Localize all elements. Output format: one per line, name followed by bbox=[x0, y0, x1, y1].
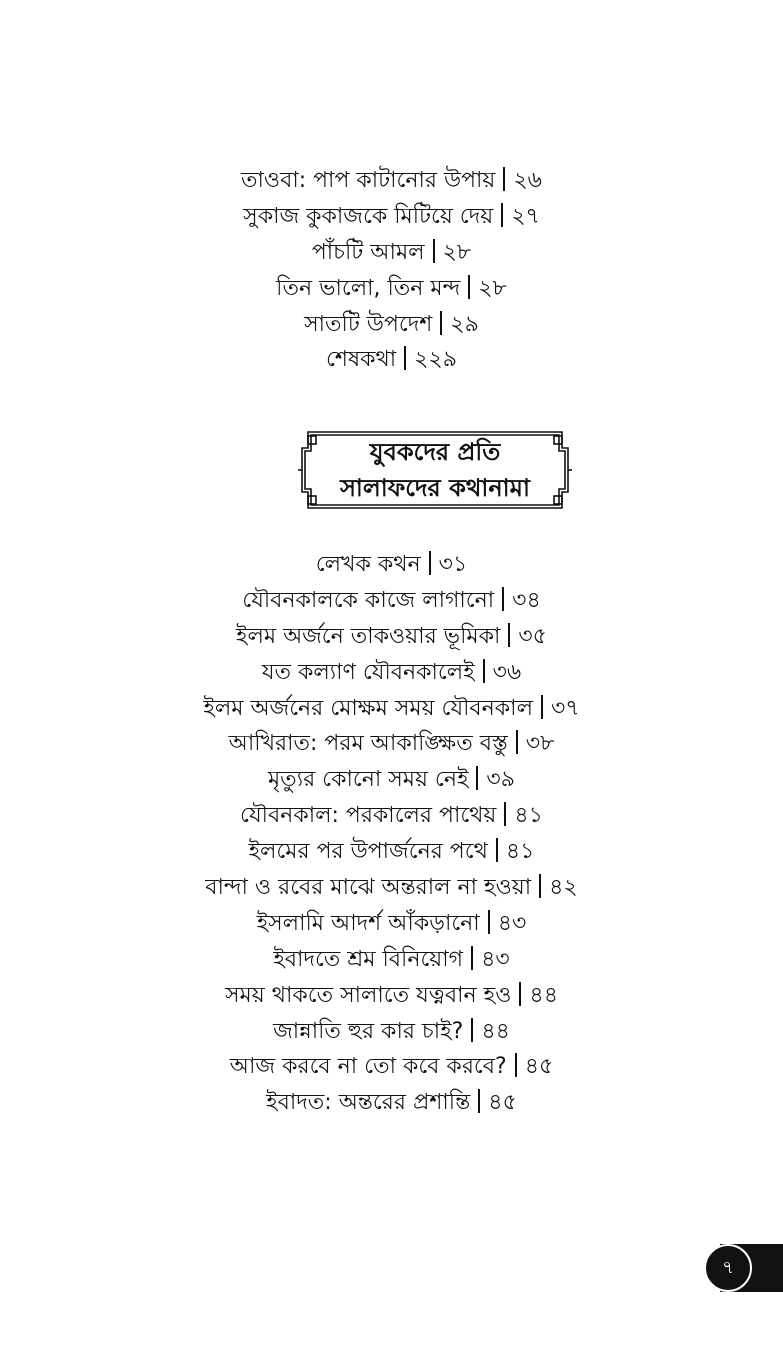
toc-entry bbox=[0, 307, 783, 343]
toc-entry-page: ২৮ bbox=[478, 275, 507, 301]
toc-entry-page: ৪১ bbox=[514, 803, 543, 829]
toc-entry-page: ৪৩ bbox=[497, 910, 527, 936]
toc-entry-page: ৩৯ bbox=[486, 767, 516, 793]
toc-entry-title: যৌবনকাল: পরকালের পাথেয় bbox=[240, 803, 497, 829]
toc-entry-title: সুকাজ কুকাজকে মিটিয়ে দেয় bbox=[243, 203, 494, 229]
toc-entry-page: ৩৬ bbox=[492, 659, 522, 685]
toc-list-bottom bbox=[0, 547, 783, 1121]
toc-entry bbox=[0, 798, 783, 834]
toc-entry bbox=[0, 978, 783, 1014]
toc-entry-title: জান্নাতি হুর কার চাই? bbox=[273, 1018, 464, 1044]
toc-entry-title: আখিরাত: পরম আকাঙ্ক্ষিত বস্তু bbox=[228, 731, 508, 757]
toc-entry-title: ইলম অর্জনে তাকওয়ার ভূমিকা bbox=[236, 623, 501, 649]
toc-entry-title: লেখক কথন bbox=[315, 552, 421, 577]
separator-bar bbox=[501, 203, 503, 227]
toc-entry-page: ২৮ bbox=[442, 239, 472, 265]
toc-entry bbox=[0, 691, 783, 727]
toc-entry bbox=[0, 235, 783, 271]
separator-bar bbox=[508, 623, 510, 647]
toc-entry-page: ৪১ bbox=[505, 839, 535, 865]
toc-entry bbox=[0, 619, 783, 655]
separator-bar bbox=[440, 311, 442, 335]
toc-entry-title: ইলম অর্জনের মোক্ষম সময় যৌবনকাল bbox=[203, 695, 533, 721]
section-heading-frame bbox=[294, 426, 576, 514]
toc-entry bbox=[0, 163, 783, 199]
toc-entry-page: ২৯ bbox=[450, 311, 479, 337]
toc-entry-page: ৪৪ bbox=[529, 982, 558, 1008]
toc-entry bbox=[0, 271, 783, 307]
toc-entry-title: তাওবা: পাপ কাটানোর উপায় bbox=[241, 168, 496, 193]
separator-bar bbox=[539, 874, 541, 898]
separator-bar bbox=[504, 802, 506, 826]
toc-entry bbox=[0, 726, 783, 762]
toc-entry-page: ৩১ bbox=[438, 552, 468, 577]
toc-entry bbox=[0, 1014, 783, 1050]
separator-bar bbox=[496, 838, 498, 862]
separator-bar bbox=[471, 946, 473, 970]
toc-entry-title: সাতটি উপদেশ bbox=[304, 311, 433, 337]
toc-entry bbox=[0, 942, 783, 978]
toc-entry-title: ইলমের পর উপার্জনের পথে bbox=[248, 839, 488, 865]
toc-entry bbox=[0, 1049, 783, 1085]
section-heading bbox=[294, 426, 576, 514]
page-number-badge bbox=[704, 1244, 752, 1292]
toc-entry bbox=[0, 547, 783, 583]
toc-entry bbox=[0, 199, 783, 235]
separator-bar bbox=[516, 730, 518, 754]
separator-bar bbox=[478, 1089, 480, 1113]
toc-entry-page: ৪৫ bbox=[488, 1090, 517, 1116]
toc-entry bbox=[0, 906, 783, 942]
toc-entry-title: যৌবনকালকে কাজে লাগানো bbox=[242, 587, 495, 613]
page-number: ৭ bbox=[722, 1256, 734, 1278]
separator-bar bbox=[515, 1053, 517, 1077]
toc-entry bbox=[0, 655, 783, 691]
separator-bar bbox=[503, 167, 505, 191]
toc-entry-page: ৩৪ bbox=[512, 587, 541, 613]
toc-entry-page: ৩৫ bbox=[518, 623, 547, 649]
toc-entry-title: আজ করবে না তো কবে করবে? bbox=[229, 1054, 507, 1080]
separator-bar bbox=[471, 1018, 473, 1042]
separator-bar bbox=[476, 766, 478, 790]
toc-entry-title: ইসলামি আদর্শ আঁকড়ানো bbox=[256, 910, 480, 936]
separator-bar bbox=[404, 346, 406, 370]
toc-entry bbox=[0, 834, 783, 870]
toc-entry-title: তিন ভালো, তিন মন্দ bbox=[276, 275, 461, 301]
toc-entry-page: ৩৮ bbox=[525, 731, 555, 757]
toc-entry-page: ২২৯ bbox=[414, 347, 457, 373]
section-heading-line1: যুবকদের প্রতি bbox=[369, 438, 501, 466]
toc-entry bbox=[0, 762, 783, 798]
toc-entry-title: যত কল্যাণ যৌবনকালেই bbox=[261, 659, 475, 685]
separator-bar bbox=[502, 587, 504, 611]
toc-entry-title: ইবাদত: অন্তরের প্রশান্তি bbox=[266, 1090, 471, 1116]
separator-bar bbox=[519, 982, 521, 1006]
toc-entry bbox=[0, 342, 783, 378]
toc-entry-page: ৪৫ bbox=[524, 1054, 554, 1080]
toc-entry-page: ২৭ bbox=[511, 203, 540, 229]
separator-bar bbox=[468, 275, 470, 299]
toc-entry bbox=[0, 870, 783, 906]
separator-bar bbox=[488, 910, 490, 934]
toc-entry-page: ৪৩ bbox=[481, 946, 510, 972]
toc-entry-title: সময় থাকতে সালাতে যত্নবান হও bbox=[225, 982, 512, 1008]
toc-entry bbox=[0, 1085, 783, 1121]
separator-bar bbox=[433, 239, 435, 263]
toc-list-top bbox=[0, 163, 783, 378]
toc-entry-page: ২৬ bbox=[513, 168, 542, 193]
toc-entry-title: ইবাদতে শ্রম বিনিয়োগ bbox=[273, 946, 464, 972]
toc-entry-title: মৃত্যুর কোনো সময় নেই bbox=[267, 767, 469, 793]
toc-entry-title: বান্দা ও রবের মাঝে অন্তরাল না হওয়া bbox=[205, 875, 532, 901]
toc-entry bbox=[0, 583, 783, 619]
separator-bar bbox=[429, 551, 431, 575]
toc-entry-page: ৪২ bbox=[549, 875, 578, 901]
toc-entry-title: শেষকথা bbox=[326, 347, 397, 373]
toc-entry-page: ৪৪ bbox=[481, 1018, 510, 1044]
toc-entry-title: পাঁচটি আমল bbox=[311, 239, 425, 265]
toc-entry-page: ৩৭ bbox=[550, 695, 580, 721]
section-heading-line2: সালাফদের কথানামা bbox=[340, 474, 530, 502]
separator-bar bbox=[541, 695, 543, 719]
separator-bar bbox=[483, 659, 485, 683]
